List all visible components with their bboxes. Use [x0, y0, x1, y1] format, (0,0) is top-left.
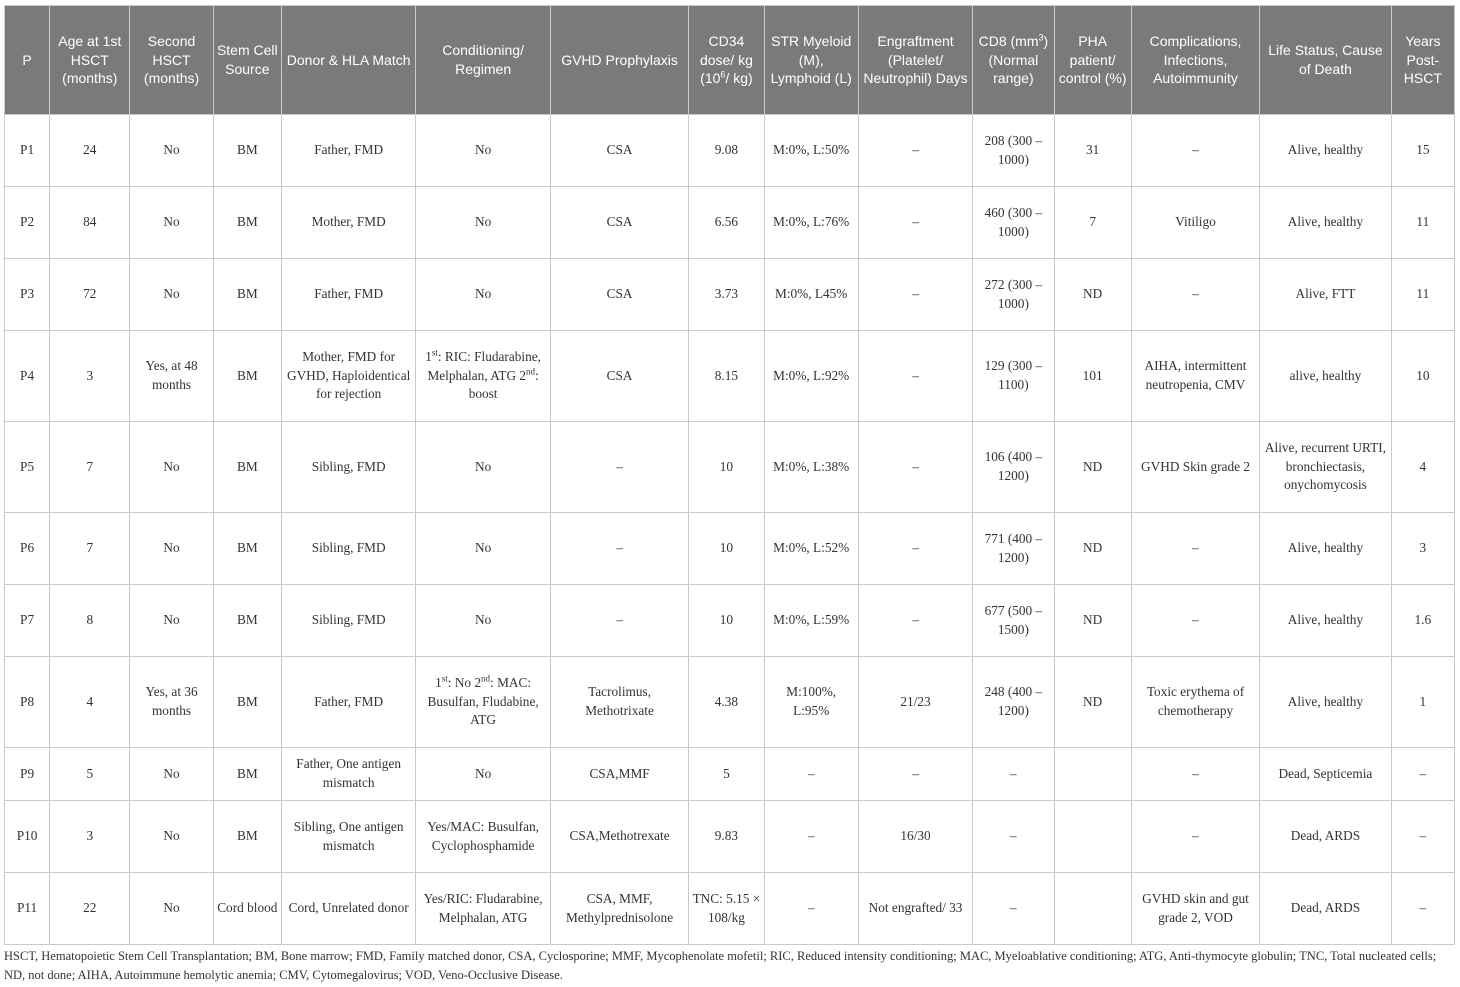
- table-cell: 101: [1054, 331, 1131, 422]
- table-cell: –: [1391, 748, 1454, 801]
- table-cell: No: [416, 115, 550, 187]
- table-cell: Alive, healthy: [1260, 513, 1391, 585]
- table-cell: –: [973, 801, 1054, 873]
- table-cell: 677 (500 – 1500): [973, 585, 1054, 657]
- table-row: [5, 585, 1455, 657]
- table-cell: BM: [213, 187, 281, 259]
- table-cell: No: [416, 585, 550, 657]
- table-cell: M:0%, L:59%: [764, 585, 858, 657]
- table-cell: 460 (300 – 1000): [973, 187, 1054, 259]
- table-cell: P9: [5, 748, 50, 801]
- table-cell: –: [858, 259, 972, 331]
- table-cell: –: [1131, 801, 1259, 873]
- header-second-hsct: Second HSCT (months): [130, 6, 213, 115]
- table-cell: Dead, ARDS: [1260, 801, 1391, 873]
- table-cell: No: [416, 259, 550, 331]
- table-cell: No: [416, 748, 550, 801]
- table-cell: 106 (400 – 1200): [973, 422, 1054, 513]
- table-cell: 3: [1391, 513, 1454, 585]
- table-cell: Father, FMD: [281, 259, 415, 331]
- table-cell: M:0%, L:50%: [764, 115, 858, 187]
- table-cell: M:0%, L45%: [764, 259, 858, 331]
- table-cell: ND: [1054, 259, 1131, 331]
- table-row: [5, 422, 1455, 513]
- table-cell: Vitiligo: [1131, 187, 1259, 259]
- table-cell: Alive, healthy: [1260, 115, 1391, 187]
- table-cell: BM: [213, 801, 281, 873]
- table-cell: 9.08: [689, 115, 764, 187]
- table-footnote: HSCT, Hematopoietic Stem Cell Transplantation; BM, Bone marrow; FMD, Family matched donor, CSA, Cyclosporine; MMF, Mycophenolate mofetil; RIC, Reduced intensity conditioning; MAC, Myeloablative conditioning; ATG, Anti-thymocyte globulin; TNC, Total nucleated cells; ND, not done; AIHA, Autoimmune hemolytic anemia; CMV, Cytomegalovirus; VOD, Veno-Occlusive Disease.: [4, 949, 1437, 982]
- table-cell: Sibling, FMD: [281, 585, 415, 657]
- table-cell: 84: [50, 187, 130, 259]
- table-cell: –: [858, 422, 972, 513]
- table-cell: 10: [689, 513, 764, 585]
- table-cell: BM: [213, 748, 281, 801]
- table-cell: 3: [50, 801, 130, 873]
- table-cell: No: [130, 187, 213, 259]
- table-cell: ND: [1054, 657, 1131, 748]
- table-cell: –: [858, 513, 972, 585]
- table-cell: Cord, Unrelated donor: [281, 873, 415, 945]
- table-cell: P5: [5, 422, 50, 513]
- table-cell: Sibling, FMD: [281, 513, 415, 585]
- table-cell: 9.83: [689, 801, 764, 873]
- table-cell: 1.6: [1391, 585, 1454, 657]
- table-cell: –: [973, 748, 1054, 801]
- header-years-post: Years Post-HSCT: [1391, 6, 1454, 115]
- table-cell: 1st: RIC: Fludarabine, Melphalan, ATG 2nd: boost: [416, 331, 550, 422]
- table-cell: M:100%, L:95%: [764, 657, 858, 748]
- table-cell: Toxic erythema of chemotherapy: [1131, 657, 1259, 748]
- table-row: [5, 187, 1455, 259]
- table-cell: P1: [5, 115, 50, 187]
- table-cell: Alive, healthy: [1260, 585, 1391, 657]
- table-cell: Dead, Septicemia: [1260, 748, 1391, 801]
- header-donor-hla: Donor & HLA Match: [281, 6, 415, 115]
- table-cell: BM: [213, 115, 281, 187]
- table-cell: –: [1131, 748, 1259, 801]
- table-cell: Father, FMD: [281, 657, 415, 748]
- table-cell: Cord blood: [213, 873, 281, 945]
- table-cell: 8: [50, 585, 130, 657]
- table-cell: 208 (300 – 1000): [973, 115, 1054, 187]
- table-cell: Yes/RIC: Fludarabine, Melphalan, ATG: [416, 873, 550, 945]
- patient-table: [4, 5, 1455, 945]
- header-complications: Complications, Infections, Autoimmunity: [1131, 6, 1259, 115]
- table-cell: TNC: 5.15 × 108/kg: [689, 873, 764, 945]
- header-stem-cell-source: Stem Cell Source: [213, 6, 281, 115]
- table-cell: Tacrolimus, Methotrixate: [550, 657, 688, 748]
- table-cell: Yes/MAC: Busulfan, Cyclophosphamide: [416, 801, 550, 873]
- table-cell: BM: [213, 331, 281, 422]
- table-cell: –: [764, 873, 858, 945]
- table-cell: 248 (400 – 1200): [973, 657, 1054, 748]
- header-cd34-dose: CD34 dose/ kg ($10^6/$ kg): [689, 6, 764, 115]
- table-cell: 10: [689, 585, 764, 657]
- table-cell: P4: [5, 331, 50, 422]
- table-cell: Father, One antigen mismatch: [281, 748, 415, 801]
- table-cell: alive, healthy: [1260, 331, 1391, 422]
- table-cell: M:0%, L:38%: [764, 422, 858, 513]
- table-cell: –: [1391, 873, 1454, 945]
- table-cell: 10: [689, 422, 764, 513]
- table-cell: 1st: No 2nd: MAC: Busulfan, Fludabine, ATG: [416, 657, 550, 748]
- table-cell: 4.38: [689, 657, 764, 748]
- table-row: [5, 748, 1455, 801]
- table-cell: –: [550, 513, 688, 585]
- table-cell: 1: [1391, 657, 1454, 748]
- table-cell: 3.73: [689, 259, 764, 331]
- table-cell: –: [858, 585, 972, 657]
- table-cell: Alive, FTT: [1260, 259, 1391, 331]
- table-cell: [1054, 873, 1131, 945]
- header-str: STR Myeloid (M), Lymphoid (L): [764, 6, 858, 115]
- table-cell: 129 (300 – 1100): [973, 331, 1054, 422]
- table-cell: 72: [50, 259, 130, 331]
- table-cell: BM: [213, 422, 281, 513]
- table-cell: No: [416, 513, 550, 585]
- table-cell: GVHD skin and gut grade 2, VOD: [1131, 873, 1259, 945]
- table-cell: 6.56: [689, 187, 764, 259]
- table-cell: Mother, FMD for GVHD, Haploidentical for rejection: [281, 331, 415, 422]
- header-patient: P: [5, 6, 50, 115]
- table-cell: 22: [50, 873, 130, 945]
- table-cell: 7: [50, 513, 130, 585]
- table-cell: Sibling, One antigen mismatch: [281, 801, 415, 873]
- table-cell: 10: [1391, 331, 1454, 422]
- table-cell: P6: [5, 513, 50, 585]
- table-cell: Alive, healthy: [1260, 657, 1391, 748]
- table-cell: CSA,Methotrexate: [550, 801, 688, 873]
- header-cd8: CD8 $(mm^3)$ (Normal range): [973, 6, 1054, 115]
- table-cell: CSA,MMF: [550, 748, 688, 801]
- table-cell: No: [130, 422, 213, 513]
- table-cell: No: [130, 801, 213, 873]
- table-cell: Father, FMD: [281, 115, 415, 187]
- table-cell: Dead, ARDS: [1260, 873, 1391, 945]
- patient-table-container: [4, 5, 1455, 945]
- table-cell: CSA, MMF, Methylprednisolone: [550, 873, 688, 945]
- table-row: [5, 801, 1455, 873]
- table-cell: –: [1131, 115, 1259, 187]
- table-cell: –: [858, 748, 972, 801]
- table-cell: –: [1131, 259, 1259, 331]
- table-cell: –: [1131, 585, 1259, 657]
- table-cell: CSA: [550, 115, 688, 187]
- table-cell: 7: [1054, 187, 1131, 259]
- table-cell: CSA: [550, 331, 688, 422]
- table-cell: [1054, 801, 1131, 873]
- table-row: [5, 115, 1455, 187]
- table-cell: –: [550, 585, 688, 657]
- table-cell: CSA: [550, 259, 688, 331]
- table-cell: 31: [1054, 115, 1131, 187]
- table-row: [5, 873, 1455, 945]
- table-cell: –: [858, 331, 972, 422]
- table-cell: Yes, at 36 months: [130, 657, 213, 748]
- table-cell: GVHD Skin grade 2: [1131, 422, 1259, 513]
- table-cell: 5: [689, 748, 764, 801]
- header-pha: PHA patient/ control (%): [1054, 6, 1131, 115]
- table-cell: ND: [1054, 513, 1131, 585]
- table-cell: BM: [213, 657, 281, 748]
- table-cell: 15: [1391, 115, 1454, 187]
- table-cell: M:0%, L:92%: [764, 331, 858, 422]
- table-cell: –: [1131, 513, 1259, 585]
- table-cell: ND: [1054, 585, 1131, 657]
- table-cell: P3: [5, 259, 50, 331]
- table-cell: No: [130, 259, 213, 331]
- table-cell: BM: [213, 259, 281, 331]
- header-engraftment: Engraftment (Platelet/ Neutrophil) Days: [858, 6, 972, 115]
- table-cell: Alive, recurrent URTI, bronchiectasis, onychomycosis: [1260, 422, 1391, 513]
- table-cell: 11: [1391, 187, 1454, 259]
- table-body: [5, 115, 1455, 945]
- table-row: [5, 259, 1455, 331]
- table-cell: 3: [50, 331, 130, 422]
- table-cell: 11: [1391, 259, 1454, 331]
- table-cell: –: [858, 187, 972, 259]
- table-cell: BM: [213, 513, 281, 585]
- header-row: [5, 6, 1455, 115]
- table-cell: M:0%, L:52%: [764, 513, 858, 585]
- table-row: [5, 331, 1455, 422]
- table-cell: –: [858, 115, 972, 187]
- table-cell: 21/23: [858, 657, 972, 748]
- table-cell: M:0%, L:76%: [764, 187, 858, 259]
- table-cell: 771 (400 – 1200): [973, 513, 1054, 585]
- table-cell: Sibling, FMD: [281, 422, 415, 513]
- table-cell: –: [1391, 801, 1454, 873]
- table-cell: CSA: [550, 187, 688, 259]
- header-gvhd-prophylaxis: GVHD Prophylaxis: [550, 6, 688, 115]
- table-row: [5, 657, 1455, 748]
- table-cell: –: [973, 873, 1054, 945]
- table-cell: 4: [50, 657, 130, 748]
- table-cell: –: [764, 748, 858, 801]
- table-cell: P8: [5, 657, 50, 748]
- table-cell: P7: [5, 585, 50, 657]
- table-cell: –: [550, 422, 688, 513]
- table-cell: ND: [1054, 422, 1131, 513]
- table-cell: 272 (300 – 1000): [973, 259, 1054, 331]
- table-cell: P11: [5, 873, 50, 945]
- table-cell: 24: [50, 115, 130, 187]
- header-conditioning: Conditioning/ Regimen: [416, 6, 550, 115]
- table-cell: 5: [50, 748, 130, 801]
- table-cell: [1054, 748, 1131, 801]
- table-cell: No: [130, 873, 213, 945]
- table-cell: 4: [1391, 422, 1454, 513]
- table-cell: Mother, FMD: [281, 187, 415, 259]
- table-cell: AIHA, intermittent neutropenia, CMV: [1131, 331, 1259, 422]
- table-cell: 7: [50, 422, 130, 513]
- header-age: Age at 1st HSCT (months): [50, 6, 130, 115]
- table-cell: No: [130, 115, 213, 187]
- table-cell: Yes, at 48 months: [130, 331, 213, 422]
- table-cell: P2: [5, 187, 50, 259]
- table-row: [5, 513, 1455, 585]
- table-cell: No: [130, 513, 213, 585]
- table-cell: BM: [213, 585, 281, 657]
- header-life-status: Life Status, Cause of Death: [1260, 6, 1391, 115]
- table-cell: Not engrafted/ 33: [858, 873, 972, 945]
- table-cell: No: [416, 187, 550, 259]
- table-cell: 16/30: [858, 801, 972, 873]
- table-cell: Alive, healthy: [1260, 187, 1391, 259]
- table-cell: No: [416, 422, 550, 513]
- table-cell: 8.15: [689, 331, 764, 422]
- table-cell: No: [130, 748, 213, 801]
- table-cell: No: [130, 585, 213, 657]
- table-cell: –: [764, 801, 858, 873]
- table-cell: P10: [5, 801, 50, 873]
